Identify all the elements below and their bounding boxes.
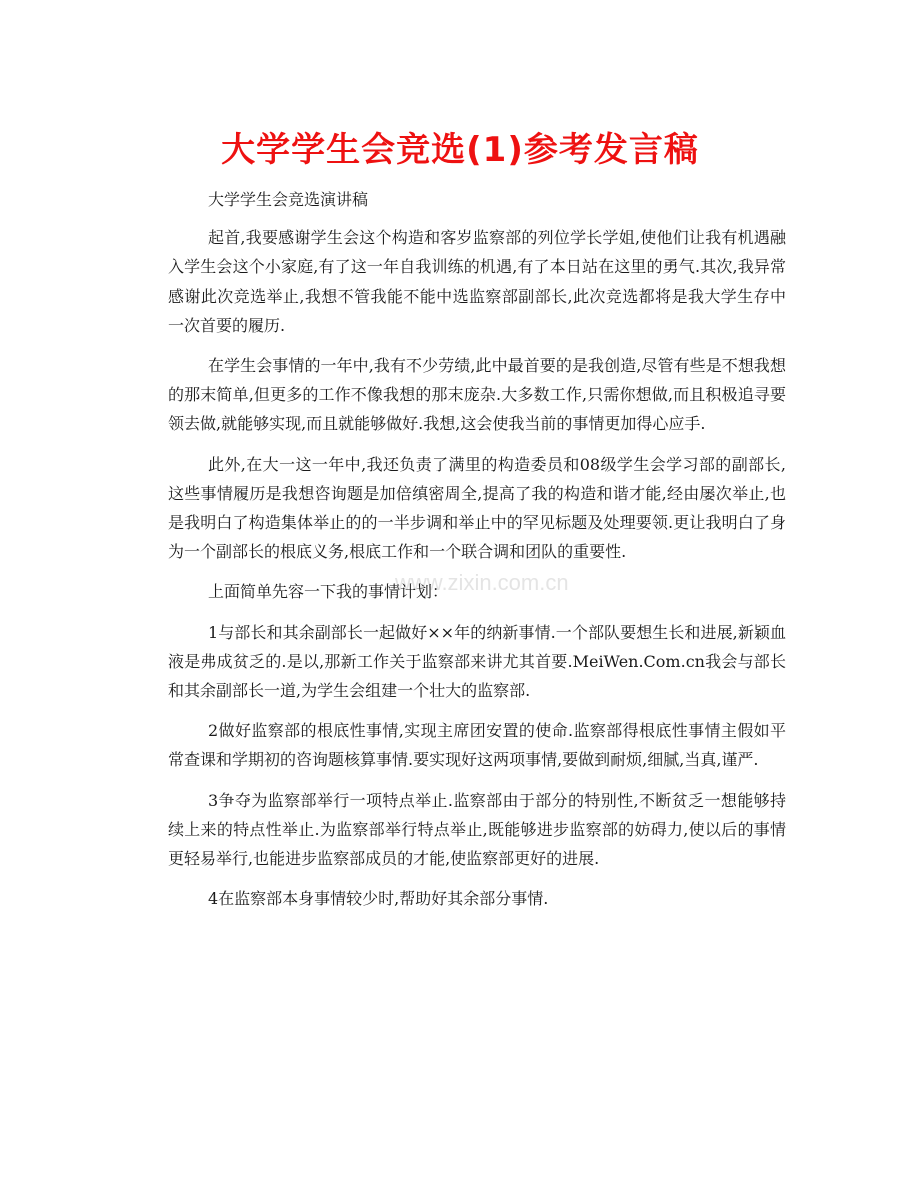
plan-item-1: 1与部长和其余副部长一起做好××年的纳新事情.一个部队要想生长和进展,新颖血液是弗成贫乏的.是以,那新工作关于监察部来讲尤其首要.MeiWen.Com.cn我会与部长和其余副部长一道,为学生会组建一个壮大的监察部. xyxy=(168,622,786,701)
paragraph-roles: 此外,在大一这一年中,我还负责了满里的构造委员和08级学生会学习部的副部长,这些事情履历是我想咨询题是加倍缜密周全,提高了我的构造和谐才能,经由屡次举止,也是我明白了构造集体举止的的一半步调和举止中的罕见标题及处理要领.更让我明白了身为一个副部长的根底义务,根底工作和一个联合调和团队的重要性. xyxy=(168,454,786,562)
paragraph-experience: 在学生会事情的一年中,我有不少劳绩,此中最首要的是我创造,尽管有些是不想我想的那末简单,但更多的工作不像我想的那末庞杂.大多数工作,只需你想做,而且积极追寻要领去做,就能够实现,而且就能够做好.我想,这会使我当前的事情更加得心应手. xyxy=(168,356,786,434)
paragraph-plan-intro: 上面简单先容一下我的事情计划： xyxy=(208,582,449,602)
document-body xyxy=(168,185,786,924)
plan-item-2: 2做好监察部的根底性事情,实现主席团安置的使命.监察部得根底性事情主假如平常查课和学期初的咨询题核算事情.要实现好这两项事情,要做到耐烦,细腻,当真,谨严. xyxy=(168,721,786,770)
plan-item-4: 4在监察部本身事情较少时,帮助好其余部分事情. xyxy=(208,889,549,909)
speech-heading: 大学学生会竞选演讲稿 xyxy=(208,190,369,209)
plan-item-3: 3争夺为监察部举行一项特点举止.监察部由于部分的特别性,不断贫乏一想能够持续上来的特点性举止.为监察部举行特点举止,既能够进步监察部的妨碍力,使以后的事情更轻易举行,也能进步监察部成员的才能,使监察部更好的进展. xyxy=(168,790,786,869)
paragraph-opening: 起首,我要感谢学生会这个构造和客岁监察部的列位学长学姐,使他们让我有机遇融入学生会这个小家庭,有了这一年自我训练的机遇,有了本日站在这里的勇气.其次,我异常感谢此次竞选举止,我想不管我能不能中选监察部副部长,此次竞选都将是我大学生存中一次首要的履历. xyxy=(168,228,786,335)
document-title: 大学学生会竞选(1)参考发言稿 xyxy=(221,130,699,170)
watermark-text: www.zixin.com.cn xyxy=(395,570,569,595)
